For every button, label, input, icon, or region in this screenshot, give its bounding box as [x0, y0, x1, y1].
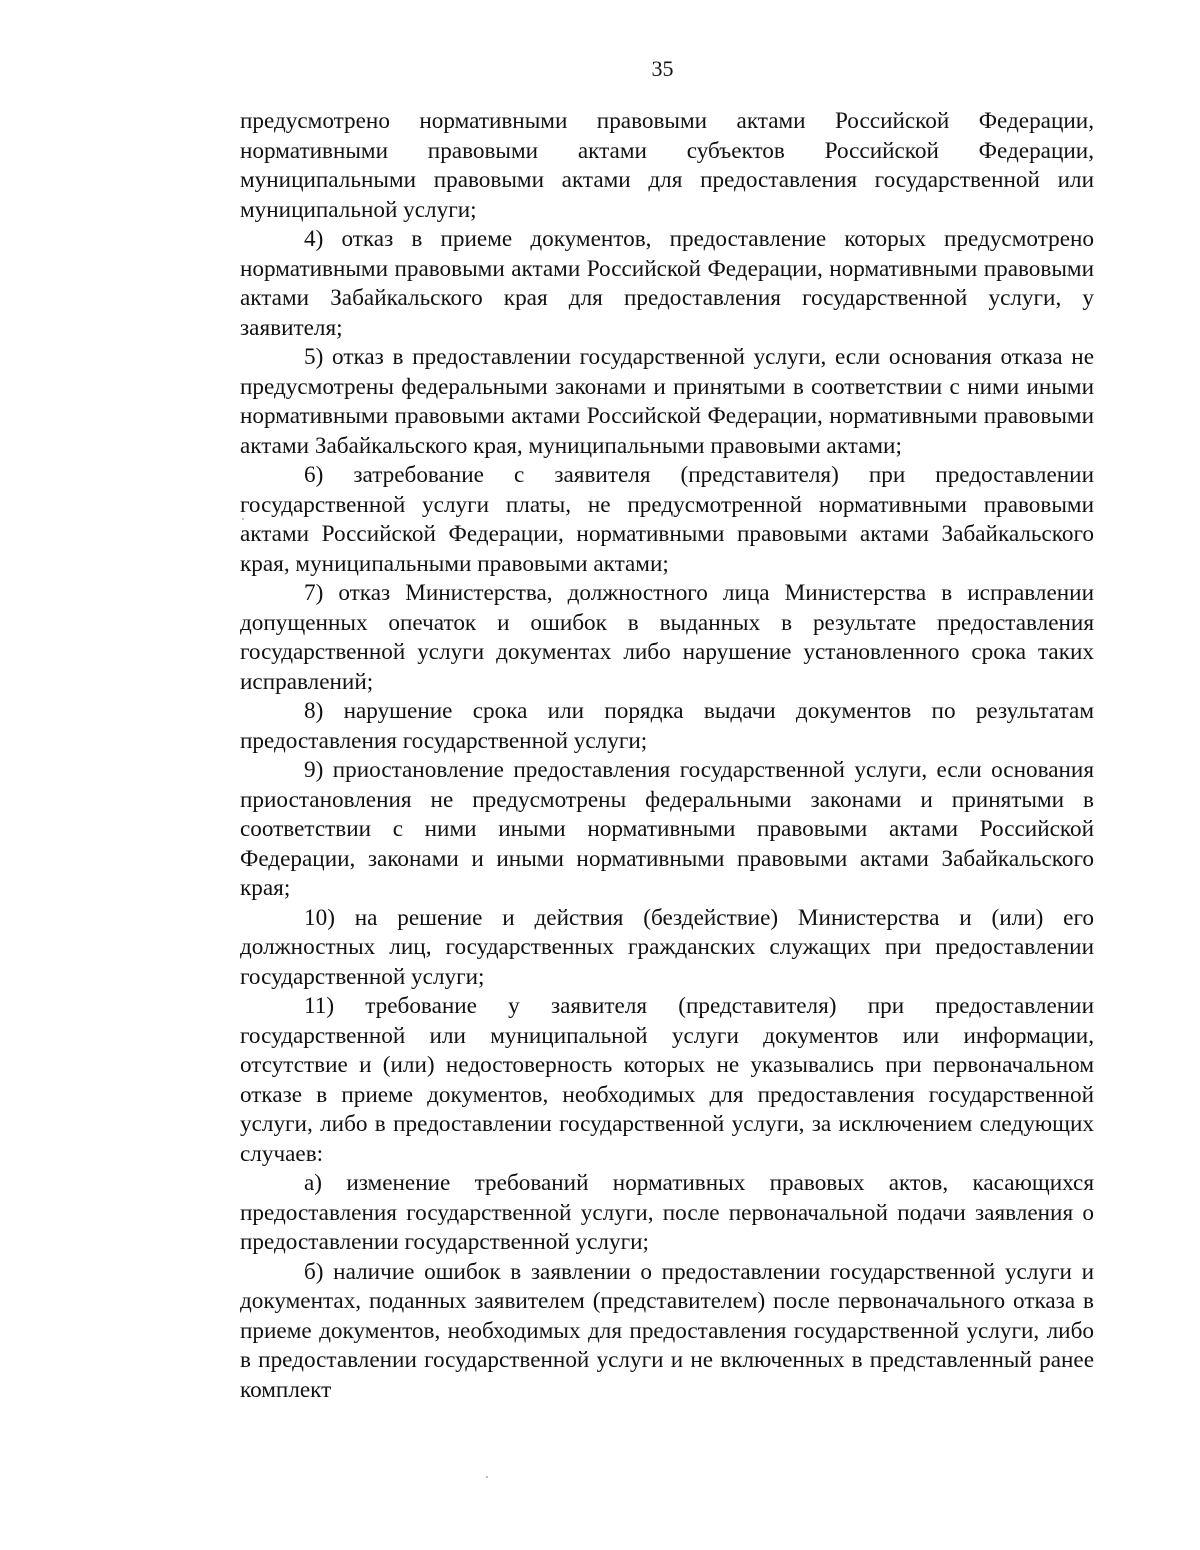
paragraph-item-5: 5) отказ в предоставлении государственной услуги, если основания отказа не предусмотрены федеральными законами и принятыми в соответствии с ними иными нормативными правовыми актами Российской Федерации, нормативными правовыми актами Забайкальского края, муниципальными правовыми актами; [240, 344, 1094, 459]
scan-artifact [242, 518, 244, 520]
paragraph-item-10: 10) на решение и действия (бездействие) Министерства и (или) его должностных лиц, государственных гражданских служащих при предоставлении государственной услуги; [240, 904, 1094, 990]
paragraph-item-6: 6) затребование с заявителя (представителя) при предоставлении государственной услуги платы, не предусмотренной нормативными правовыми актами Российской Федерации, нормативными правовыми актами Забайкальского края, муниципальными правовыми актами; [240, 462, 1094, 577]
paragraph-item-9: 9) приостановление предоставления государственной услуги, если основания приостановления не предусмотрены федеральными законами и принятыми в соответствии с ними иными нормативными правовыми актами Российской Федерации, законами и иными нормативными правовыми актами Забайкальского края; [240, 757, 1094, 901]
paragraph-subitem-a: а) изменение требований нормативных правовых актов, касающихся предоставления государственной услуги, после первоначальной подачи заявления о предоставлении государственной услуги; [240, 1170, 1094, 1255]
paragraph-item-7: 7) отказ Министерства, должностного лица Министерства в исправлении допущенных опечаток и ошибок в выданных в результате предоставления государственной услуги документах либо нарушение установленного срока таких исправлений; [240, 580, 1094, 695]
page-number: 35 [651, 56, 674, 81]
paragraph-item-4: 4) отказ в приеме документов, предоставление которых предусмотрено нормативными правовыми актами Российской Федерации, нормативными правовыми актами Забайкальского края для предоставления государственной услуги, у заявителя; [240, 226, 1094, 341]
paragraph-item-11: 11) требование у заявителя (представителя) при предоставлении государственной или муниципальной услуги документов или информации, отсутствие и (или) недостоверность которых не указывались при первоначальном отказе в приеме документов, необходимых для предоставления государственной услуги, либо в предоставлении государственной услуги, за исключением следующих случаев: [240, 993, 1094, 1167]
paragraph-continuation: предусмотрено нормативными правовыми актами Российской Федерации, нормативными правовыми актами субъектов Российской Федерации, муниципальными правовыми актами для предоставления государственной или муниципальной услуги; [240, 108, 1094, 223]
paragraph-item-8: 8) нарушение срока или порядка выдачи документов по результатам предоставления государственной услуги; [240, 698, 1094, 754]
scan-artifact [486, 1476, 488, 1478]
document-body [240, 107, 1094, 1405]
paragraph-subitem-b: б) наличие ошибок в заявлении о предоставлении государственной услуги и документах, поданных заявителем (представителем) после первоначального отказа в приеме документов, необходимых для предоставления государственной услуги, либо в предоставлении государственной услуги и не включенных в представленный ранее комплект [240, 1258, 1094, 1403]
